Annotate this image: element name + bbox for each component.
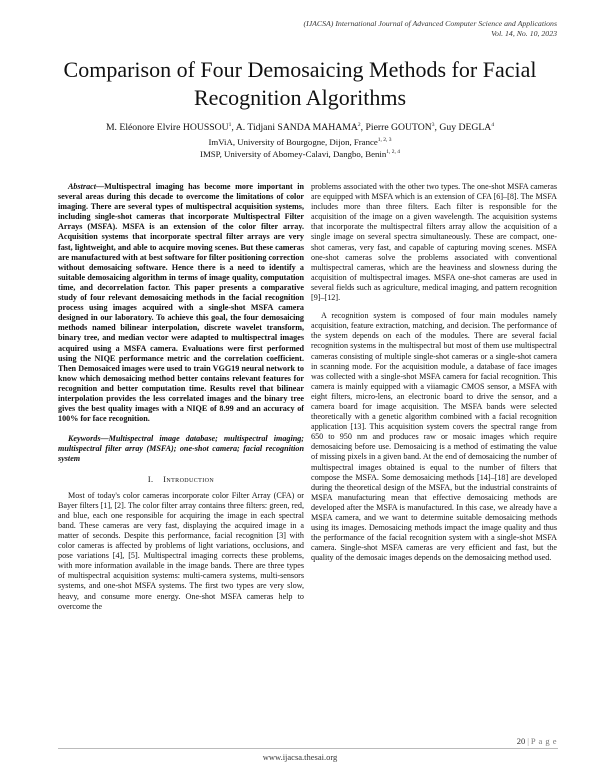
left-column <box>58 182 304 612</box>
journal-url[interactable]: www.ijacsa.thesai.org <box>262 752 338 762</box>
paper-title-line-1: Comparison of Four Demosaicing Methods for Facial <box>63 57 537 82</box>
author-affil-sup: 2 <box>357 121 361 128</box>
intro-paragraph-continued: problems associated with the other two types. The one-shot MSFA cameras are equipped with MSFA which is an extension of CFA [6]–[8]. The MSFA includes more than three filters. Each filter is responsible for the acquisition of the image on a given wavelength. The acquisition systems that incorporate the multispectral filters array allow the acquisition of a single image on several spectra simultaneously. These are compact, one-shot cameras, very fast, and capable of capturing moving scenes. MSFA one-shot cameras solve the problems associated with conventional multispectral cameras, which are the heaviness and slowness during the acquisition of multispectral images. MSFA one-shot cameras are used in several fields such as agriculture, medical imaging, and pattern recognition [9]–[12]. <box>311 182 557 303</box>
page-number-value: 20 <box>516 736 526 746</box>
author-name: Guy DEGLA <box>439 122 492 133</box>
author-list <box>30 121 570 134</box>
author-name: A. Tidjani SANDA MAHAMA <box>235 122 358 133</box>
keywords <box>58 434 304 464</box>
paper-title <box>30 56 570 112</box>
intro-paragraph: Most of today's color cameras incorporate color Filter Array (CFA) or Bayer filters [1], [2]. The color filter array contains three filters: green, red, and blue, each one responsible for acquiring the image in each spectral band. These cameras are very fast, displaying the acquired image in a matter of seconds. Despite this performance, facial recognition [3] with color cameras is affected by problems of light variations, occlusions, and pose variations [4], [5]. Multispectral imaging corrects these problems, with more information available in the image bands. There are three types of multispectral acquisition systems: multi-camera systems, multi-sensors systems, and one-shot MSFA systems. The first two types are very slow, heavy, and consume more energy. One-shot MSFA cameras help to overcome the <box>58 490 304 611</box>
author-separator: , <box>360 122 366 133</box>
author-separator: , <box>434 122 440 133</box>
footer-divider <box>58 748 558 749</box>
affiliation-sup: 1, 2, 3 <box>377 137 392 144</box>
section-heading <box>58 475 304 485</box>
affiliation-text: ImViA, University of Bourgogne, Dijon, France <box>208 137 378 147</box>
author-affil-sup: 1 <box>228 121 232 128</box>
journal-name: (IJACSA) International Journal of Advanced Computer Science and Applications <box>303 19 557 28</box>
intro-paragraph: A recognition system is composed of four main modules namely acquisition, feature extraction, matching, and decision. The performance of the system depends on each of the modules. There are several facial recognition systems in the multispectral but most of them use multispectral cameras consisting of multiple single-shot cameras or a single-shot camera in scanning mode. For the acquisition module, a database of face images was collected with a single-shot MSFA camera for facial recognition. This camera is mainly equipped with a viiamagic CMOS sensor, a MSFA with eight filters, micro-lens, an electronic board to drive the sensor, and a camera board for image acquisition. The MSFA bands were selected theoretically with a genetic algorithm combined with a facial recognition application [13]. This acquisition system covers the spectral range from 650 to 950 nm and produces raw or mosaic images which require demosaicing before use. Demosaicing is a method of estimating the value of missing pixels in a given band. At the end of demosaicing the number of multispectral images obtained is equal to the number of filters that compose the MSFA. Some demosaicing methods [14]–[18] are developed during the theoretical design of the MSFA, but the industrial constraints of MSFA manufacturing mean that effective demosaicing methods are developed after the MSFA is manufactured. In this case, we already have a MSFA camera, and we want to determine suitable demosaicing methods using its images. Demosaicing methods impact the image quality and thus the performance of the facial recognition system with a single-shot MSFA camera. Single-shot MSFA cameras are very efficient and fast, but the quality of the demosaic images depends on the demosaicing method used. <box>311 311 557 563</box>
journal-volume: Vol. 14, No. 10, 2023 <box>491 29 557 38</box>
author-name: Pierre GOUTON <box>365 122 432 133</box>
section-title: Introduction <box>163 474 215 484</box>
abstract-text: —Multispectral imaging has become more important in several areas during this decade to overcome the limitations of color imaging. There are several types of multispectral acquisition systems, including single-shot cameras that incorporate Multispectral Filter Arrays (MSFA). MSFA is an extension of the color filter array. Acquisition systems that incorporate spectral filter arrays are very fast, lightweight, and able to acquire moving scenes. But these cameras are manufactured with at best software for filter positioning correction without demosaicing software. Hence there is a need to identify a suitable demosaicing algorithm in terms of image quality, computation time, and decorrelation factor. This paper presents a comparative study of four relevant demosaicing methods in the facial recognition process using images acquired with a single-shot MSFA camera designed in our laboratory. To achieve this goal, the four demosaicing methods named bilinear interpolation, discrete wavelet transform, binary tree, and median vector were adapted to multispectral images acquired using a MSFA camera. Evaluations were first performed using the NIQE performance metric and the correlation coefficient. Then Demosaiced images were used to train VGG19 neural network to know which demosaicing method better contains relevant features for recognition and better computation time. Results revel that bilinear interpolation provides the less correlated images and the binary tree gives the best quality images with a NIQE of 8.99 and an accuracy of 100% for face recognition. <box>58 182 304 424</box>
keywords-text: —Multispectral image database; multispectral imaging; multispectral filter array (MSFA); one-shot camera; facial recognition system <box>58 434 304 464</box>
page-number-divider: | <box>527 736 529 746</box>
author-affil-sup: 4 <box>491 121 495 128</box>
affiliation-text: IMSP, University of Abomey-Calavi, Dangbo, Benin <box>200 149 387 159</box>
keywords-label: Keywords <box>68 434 101 444</box>
right-column <box>311 182 557 563</box>
abstract <box>58 182 304 424</box>
affiliation <box>30 137 570 148</box>
author-separator: , <box>231 122 236 133</box>
section-number: I. <box>147 474 154 484</box>
journal-header <box>304 19 558 39</box>
affiliation-sup: 1, 2, 4 <box>386 149 400 156</box>
page-number <box>517 736 557 746</box>
affiliation <box>30 149 570 160</box>
page-number-label: P a g e <box>530 736 557 746</box>
author-name: M. Eléonore Elvire HOUSSOU <box>105 122 229 133</box>
abstract-label: Abstract <box>68 182 96 191</box>
paper-title-line-2: Recognition Algorithms <box>193 85 407 110</box>
author-affil-sup: 3 <box>431 121 435 128</box>
